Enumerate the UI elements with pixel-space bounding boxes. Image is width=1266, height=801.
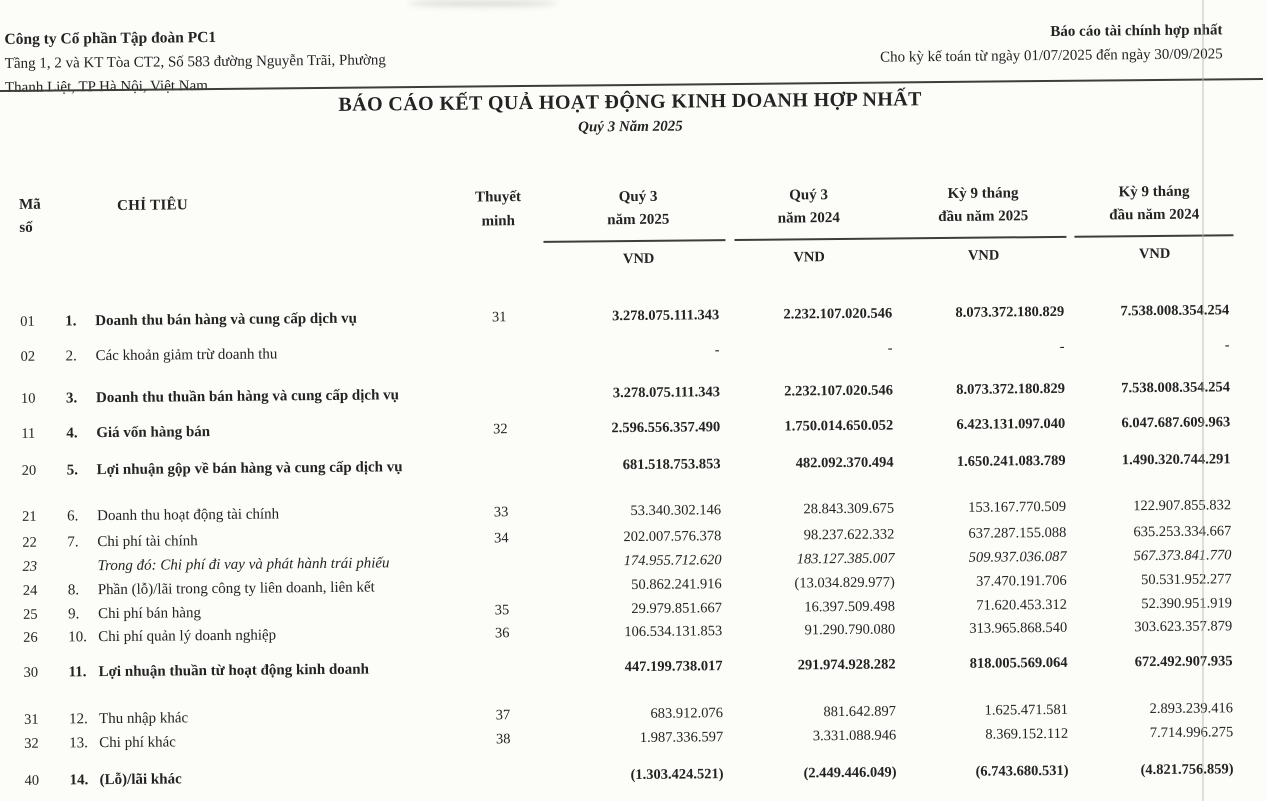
row-label: Lợi nhuận thuần từ hoạt động kinh doanh xyxy=(98,661,370,681)
row-code: 26 xyxy=(23,629,38,646)
company-address-line2: Thanh Liệt, TP Hà Nội, Việt Nam xyxy=(4,78,209,97)
row-label: Các khoản giảm trừ doanh thu xyxy=(95,346,278,365)
row-index: 10. xyxy=(68,629,88,646)
row-value-9m-2025: 6.423.131.097.040 xyxy=(956,415,1066,433)
column-header-q3-2025: Quý 3 năm 2025 xyxy=(607,188,670,229)
report-type: Báo cáo tài chính hợp nhất xyxy=(1050,22,1223,40)
row-value-q3-2025: 1.987.336.597 xyxy=(639,729,724,746)
row-code: 40 xyxy=(24,772,40,789)
row-index: 7. xyxy=(67,534,79,551)
table-row xyxy=(2,650,1232,684)
row-note: 34 xyxy=(493,530,509,547)
row-note xyxy=(466,551,536,574)
row-value-9m-2024: 303.623.357.879 xyxy=(1134,618,1233,636)
row-code: 25 xyxy=(22,606,38,623)
row-pad xyxy=(2,604,20,626)
row-value-q3-2024: 183.127.385.007 xyxy=(796,550,895,568)
row-value-9m-2024: 2.893.239.416 xyxy=(1149,700,1234,718)
row-pad xyxy=(0,311,17,333)
row-index: 3. xyxy=(65,390,78,407)
row-value-9m-2024: 635.253.334.667 xyxy=(1133,523,1232,541)
row-value-q3-2024: 16.397.509.498 xyxy=(804,598,896,616)
row-value-9m-2025: 818.005.569.064 xyxy=(969,654,1068,672)
table-row xyxy=(4,758,1234,792)
row-value-q3-2024: 98.237.622.332 xyxy=(803,526,895,544)
row-value-9m-2024: 672.492.907.935 xyxy=(1134,653,1233,671)
report-meta-block xyxy=(880,18,1223,69)
row-value-q3-2025: 3.278.075.111.343 xyxy=(611,307,720,325)
column-header-note: Thuyết minh xyxy=(475,189,522,230)
row-label: Doanh thu bán hàng và cung cấp dịch vụ xyxy=(95,310,358,330)
row-code: 23 xyxy=(22,558,38,575)
row-value-q3-2024: 2.232.107.020.546 xyxy=(784,382,893,400)
row-value-q3-2024: 2.232.107.020.546 xyxy=(783,305,893,323)
scan-fold-line-artifact xyxy=(1202,0,1204,801)
row-pad xyxy=(3,733,21,755)
row-code: 02 xyxy=(20,348,36,365)
row-note xyxy=(466,455,536,478)
row-value-q3-2024: 28.843.309.675 xyxy=(803,500,895,518)
row-value-q3-2025: (1.303.424.521) xyxy=(630,766,724,784)
row-code: 32 xyxy=(24,735,39,752)
row-value-q3-2025: 681.518.753.853 xyxy=(622,456,721,474)
column-underline xyxy=(734,236,1066,241)
row-code: 10 xyxy=(20,390,36,407)
column-unit-label: VND xyxy=(967,247,1000,264)
column-header-item: CHỈ TIÊU xyxy=(117,197,189,214)
row-index: 5. xyxy=(66,462,78,479)
row-label: (Lỗ)/lãi khác xyxy=(99,771,182,789)
row-pad xyxy=(1,506,19,528)
row-value-9m-2024: 7.538.008.354.254 xyxy=(1120,302,1230,320)
row-pad xyxy=(0,346,18,368)
row-value-q3-2024: 881.642.897 xyxy=(823,703,897,721)
row-value-9m-2025: 8.073.372.180.829 xyxy=(955,303,1065,321)
row-pad xyxy=(2,580,20,602)
row-code: 01 xyxy=(20,313,35,330)
row-note: 32 xyxy=(492,421,508,438)
row-value-9m-2024: 7.714.996.275 xyxy=(1149,724,1234,742)
row-value-q3-2025: 202.007.576.378 xyxy=(623,528,722,546)
row-label: Chi phí khác xyxy=(99,734,176,752)
row-note: 31 xyxy=(491,309,507,326)
row-pad xyxy=(1,532,19,554)
row-note: 36 xyxy=(494,625,510,642)
row-pad xyxy=(4,770,22,792)
row-value-9m-2025: 313.965.868.540 xyxy=(969,619,1068,637)
row-value-9m-2024: 6.047.687.609.963 xyxy=(1121,414,1231,432)
row-label: Chi phí tài chính xyxy=(97,533,198,551)
table-row xyxy=(0,299,1229,333)
row-code: 21 xyxy=(22,508,37,525)
row-index: 9. xyxy=(67,606,80,623)
row-index: 12. xyxy=(68,711,88,728)
column-header-q3-2024: Quý 3 năm 2024 xyxy=(777,187,840,227)
table-row xyxy=(1,448,1231,482)
column-underline xyxy=(543,239,725,243)
row-label: Lợi nhuận gộp về bán hàng và cung cấp dịch vụ xyxy=(96,459,403,479)
row-pad xyxy=(1,460,19,482)
row-note xyxy=(467,575,537,598)
row-value-9m-2024: 567.373.841.770 xyxy=(1133,547,1232,565)
row-value-9m-2025: 8.073.372.180.829 xyxy=(956,380,1065,398)
row-value-9m-2025: 71.620.453.312 xyxy=(976,596,1068,614)
row-value-q3-2024: - xyxy=(887,340,893,357)
row-value-9m-2025: 637.287.155.088 xyxy=(968,524,1067,542)
row-note xyxy=(467,657,537,680)
column-header-9m-2024: Kỳ 9 tháng đầu năm 2024 xyxy=(1109,183,1200,224)
row-pad xyxy=(3,709,21,731)
column-header-9m-2025: Kỳ 9 tháng đầu năm 2025 xyxy=(938,185,1029,226)
row-value-9m-2025: 1.650.241.083.789 xyxy=(956,452,1066,470)
company-name: Công ty Cổ phần Tập đoàn PC1 xyxy=(4,28,217,49)
row-label: Trong đó: Chi phí đi vay và phát hành trái phiếu xyxy=(97,555,390,575)
row-value-q3-2024: 482.092.370.494 xyxy=(795,454,894,472)
column-underline xyxy=(1074,234,1233,238)
row-value-q3-2024: (13.034.829.977) xyxy=(794,574,895,592)
column-unit-label: VND xyxy=(622,250,655,268)
row-value-9m-2024: 7.538.008.354.254 xyxy=(1121,379,1230,397)
row-index: 6. xyxy=(67,508,79,525)
row-value-q3-2024: 91.290.790.080 xyxy=(804,621,896,639)
row-value-9m-2024: - xyxy=(1224,337,1230,354)
row-value-q3-2025: 174.955.712.620 xyxy=(623,552,722,570)
row-note: 33 xyxy=(493,504,509,521)
row-note: 35 xyxy=(494,602,510,619)
row-index: 11. xyxy=(68,664,87,681)
row-pad xyxy=(2,627,20,649)
row-value-9m-2024: 1.490.320.744.291 xyxy=(1121,451,1231,469)
table-body xyxy=(0,296,1234,792)
row-pad xyxy=(2,662,20,684)
row-label: Giá vốn hàng bán xyxy=(96,424,211,442)
row-value-9m-2025: 1.625.471.581 xyxy=(984,701,1069,719)
row-value-9m-2025: 153.167.770.509 xyxy=(968,498,1067,516)
row-code: 20 xyxy=(21,462,37,479)
row-note: 37 xyxy=(495,707,511,724)
row-value-q3-2025: 29.979.851.667 xyxy=(631,600,723,618)
report-subtitle: Quý 3 Năm 2025 xyxy=(578,118,683,136)
row-value-9m-2025: - xyxy=(1059,338,1065,355)
row-value-q3-2025: 3.278.075.111.343 xyxy=(612,384,721,402)
row-value-q3-2025: 53.340.302.146 xyxy=(630,502,722,520)
row-value-q3-2024: (2.449.446.049) xyxy=(803,764,897,782)
row-label: Chi phí quản lý doanh nghiệp xyxy=(98,627,277,646)
row-index: 8. xyxy=(67,582,80,599)
row-value-9m-2024: (4.821.756.859) xyxy=(1140,761,1234,779)
column-unit-label: VND xyxy=(1138,245,1171,263)
column-header-code: Mã số xyxy=(19,196,41,236)
row-index: 13. xyxy=(69,735,89,752)
row-note xyxy=(465,383,535,406)
row-note xyxy=(464,341,534,364)
row-index: 4. xyxy=(66,425,78,442)
row-value-q3-2025: 2.596.556.357.490 xyxy=(611,419,721,437)
row-value-q3-2025: 50.862.241.916 xyxy=(631,576,722,594)
row-value-q3-2025: 683.912.076 xyxy=(650,705,724,722)
row-value-q3-2025: 447.199.738.017 xyxy=(624,658,723,676)
report-period: Cho kỳ kế toán từ ngày 01/07/2025 đến ngày 30/09/2025 xyxy=(879,46,1223,66)
row-label: Doanh thu hoạt động tài chính xyxy=(97,506,280,525)
row-pad xyxy=(1,556,19,578)
row-label: Doanh thu thuần bán hàng và cung cấp dịch vụ xyxy=(95,387,400,407)
report-title: BÁO CÁO KẾT QUẢ HOẠT ĐỘNG KINH DOANH HỢP NHẤT xyxy=(338,88,922,116)
row-label: Chi phí bán hàng xyxy=(97,605,202,623)
row-code: 30 xyxy=(23,664,39,681)
row-index: 2. xyxy=(65,348,77,365)
row-value-q3-2024: 291.974.928.282 xyxy=(797,656,896,674)
row-note xyxy=(469,765,539,788)
table-row xyxy=(0,411,1230,445)
row-value-9m-2024: 50.531.952.277 xyxy=(1141,571,1232,589)
row-value-9m-2024: 52.390.951.919 xyxy=(1141,595,1233,613)
row-value-9m-2025: 509.937.036.087 xyxy=(968,548,1067,566)
row-code: 11 xyxy=(21,425,36,442)
company-address-line1: Tầng 1, 2 và KT Tòa CT2, Số 583 đường Nguyễn Trãi, Phường xyxy=(4,52,386,73)
column-unit-label: VND xyxy=(793,249,825,266)
row-value-q3-2025: 106.534.131.853 xyxy=(624,623,723,641)
row-value-9m-2025: 37.470.191.706 xyxy=(976,572,1067,590)
row-value-9m-2024: 122.907.855.832 xyxy=(1133,497,1232,515)
row-pad xyxy=(0,388,18,410)
row-value-q3-2024: 1.750.014.650.052 xyxy=(784,417,894,435)
row-note: 38 xyxy=(495,731,511,748)
row-value-9m-2025: (6.743.680.531) xyxy=(975,762,1069,780)
row-label: Thu nhập khác xyxy=(98,710,189,728)
row-value-9m-2025: 8.369.152.112 xyxy=(985,725,1069,743)
row-code: 31 xyxy=(23,711,39,728)
table-row xyxy=(0,376,1230,410)
row-value-q3-2024: 3.331.088.946 xyxy=(812,727,897,745)
row-index: 1. xyxy=(65,313,77,330)
row-value-q3-2025: - xyxy=(714,342,720,359)
row-index xyxy=(67,555,97,577)
table-row xyxy=(0,334,1230,368)
row-label: Phần (lỗ)/lãi trong công ty liên doanh, liên kết xyxy=(97,579,375,599)
row-pad xyxy=(0,423,18,445)
row-code: 24 xyxy=(22,582,38,599)
row-index: 14. xyxy=(69,772,89,789)
row-code: 22 xyxy=(22,534,37,551)
